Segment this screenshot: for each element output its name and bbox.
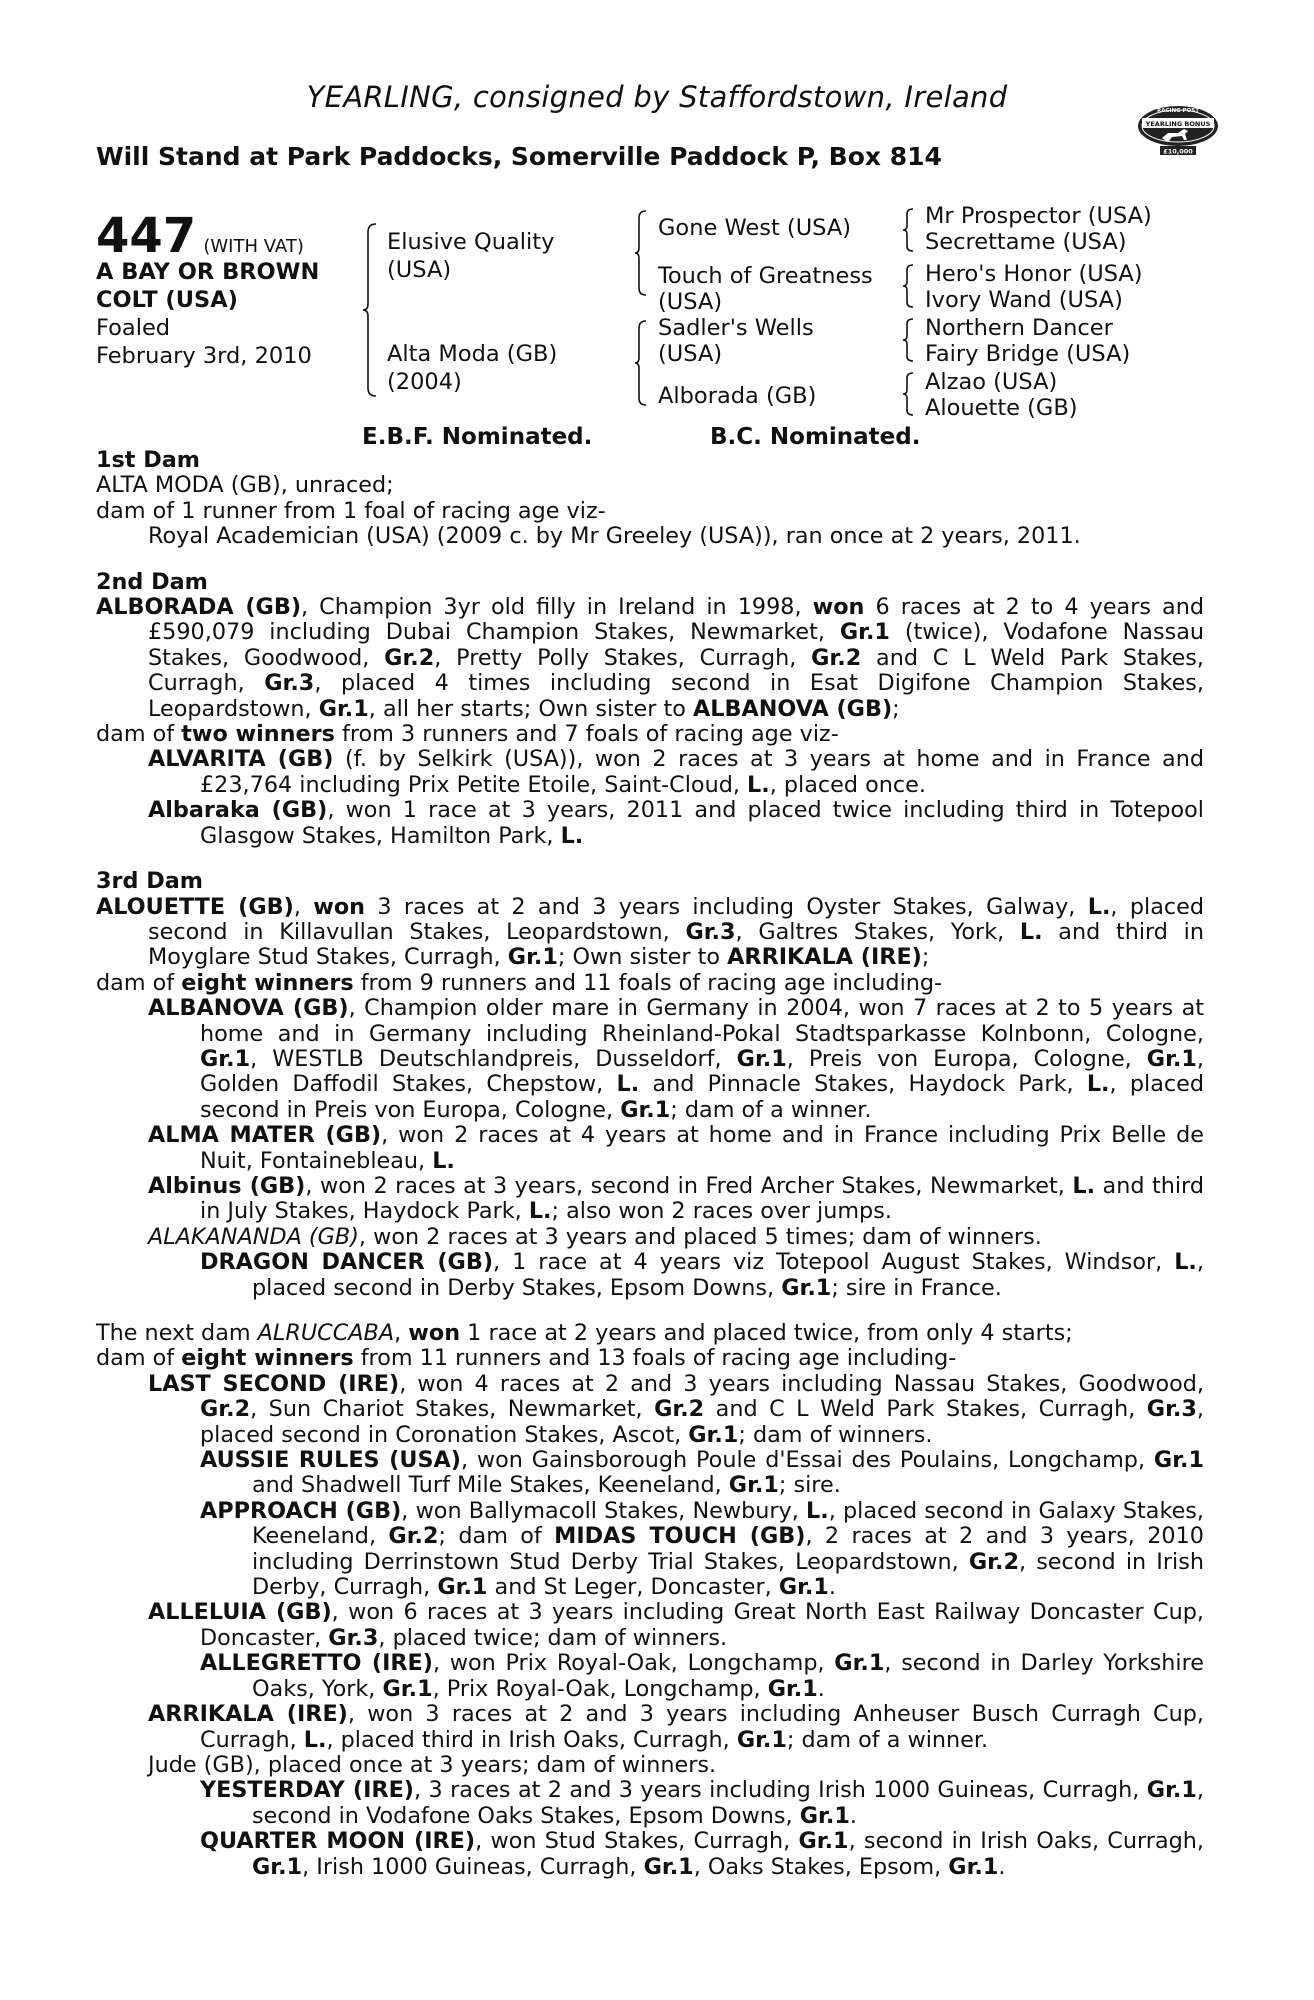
ebf-nominated: E.B.F. Nominated. (362, 424, 593, 450)
second-dam-produce-summary: dam of two winners from 3 runners and 7 foals of racing age viz- (96, 721, 839, 748)
dam-name: Alta Moda (GB) (387, 341, 558, 367)
stand-location: Will Stand at Park Paddocks, Somerville Paddock P, Box 814 (96, 142, 942, 171)
third-dam-produce-alma-mater: ALMA MATER (GB), won 2 races at 4 years at home and in France including Prix Belle de Nuit, Fontainebleau, L. (148, 1122, 1205, 1174)
pedigree-table (96, 200, 1226, 440)
dam-sire-2: (USA) (658, 341, 723, 367)
next-dam-produce-yesterday: YESTERDAY (IRE), 3 races at 2 and 3 years including Irish 1000 Guineas, Curragh, Gr.1, second in Vodafone Oaks Stakes, Epsom Downs, Gr.1. (200, 1777, 1204, 1829)
sire-country: (USA) (387, 257, 452, 283)
sire-sire-dam: Secrettame (USA) (925, 229, 1127, 255)
brace-dd (902, 370, 916, 418)
brace-ds (902, 316, 916, 364)
dam-dam-dam: Alouette (GB) (925, 395, 1078, 421)
first-dam-line1: ALTA MODA (GB), unraced; (96, 472, 394, 499)
brace-sd (902, 262, 916, 310)
badge-line1: RACING POST (1156, 108, 1200, 114)
consignment-line: YEARLING, consigned by Staffordstown, Ireland (306, 80, 1008, 114)
catalogue-text (96, 448, 1204, 1880)
dam-sire-1: Sadler's Wells (658, 315, 814, 341)
lot-description-2: COLT (USA) (96, 287, 238, 313)
next-dam-produce-jude: Jude (GB), placed once at 3 years; dam of winners. (148, 1751, 717, 1778)
foaled-label: Foaled (96, 315, 171, 341)
bc-nominated: B.C. Nominated. (710, 424, 921, 450)
dam-dam-sire: Alzao (USA) (925, 369, 1058, 395)
badge-line2: YEARLING BONUS (1145, 120, 1211, 128)
lot-description-1: A BAY OR BROWN (96, 259, 320, 285)
second-dam-record: ALBORADA (GB), Champion 3yr old filly in Ireland in 1998, won 6 races at 2 to 4 years and £590,079 including Dubai Champion Stakes, Newmarket, Gr.1 (twice), Vodafone Nassau Stakes, Goodwood, Gr.2, Pretty Polly Stakes, Curragh, Gr.2 and C L Weld Park Stakes, Curragh, Gr.3, placed 4 times including second in Esat Digifone Champion Stakes, Leopardstown, Gr.1, all her starts; Own sister to ALBANOVA (GB); (96, 594, 1205, 722)
lot-number: 447 (96, 208, 197, 264)
next-dam-produce-aussie-rules: AUSSIE RULES (USA), won Gainsborough Poule d'Essai des Poulains, Longchamp, Gr.1 and Shadwell Turf Mile Stakes, Keeneland, Gr.1; sire. (200, 1447, 1204, 1499)
second-dam-produce-alvarita: ALVARITA (GB) (f. by Selkirk (USA)), won 2 races at 3 years at home and in France and £23,764 including Prix Petite Etoile, Saint-Cloud, L., placed once. (148, 746, 1205, 798)
next-dam-produce-quarter-moon: QUARTER MOON (IRE), won Stud Stakes, Curragh, Gr.1, second in Irish Oaks, Curragh, Gr.1, Irish 1000 Guineas, Curragh, Gr.1, Oaks Stakes, Epsom, Gr.1. (200, 1828, 1204, 1880)
foaled-date: February 3rd, 2010 (96, 343, 312, 369)
third-dam-heading: 3rd Dam (96, 868, 204, 895)
sire-dam-dam: Ivory Wand (USA) (925, 287, 1123, 313)
sire-sire-sire: Mr Prospector (USA) (925, 203, 1152, 229)
first-dam-produce: Royal Academician (USA) (2009 c. by Mr Greeley (USA)), ran once at 2 years, 2011. (148, 523, 1081, 550)
sire-name: Elusive Quality (387, 229, 555, 255)
vat-label: (WITH VAT) (203, 236, 304, 257)
third-dam-produce-summary: dam of eight winners from 9 runners and 11 foals of racing age including- (96, 969, 943, 996)
next-dam-produce-last-second: LAST SECOND (IRE), won 4 races at 2 and 3 years including Nassau Stakes, Goodwood, Gr.2, Sun Chariot Stakes, Newmarket, Gr.2 and C L Weld Park Stakes, Curragh, Gr.3, placed second in Coronation Stakes, Ascot, Gr.1; dam of winners. (148, 1370, 1204, 1448)
pedigree-brace-main (362, 220, 380, 400)
next-dam-produce-allegretto: ALLEGRETTO (IRE), won Prix Royal-Oak, Longchamp, Gr.1, second in Darley Yorkshire Oaks, York, Gr.1, Prix Royal-Oak, Longchamp, Gr.1. (200, 1650, 1204, 1702)
first-dam-line2: dam of 1 runner from 1 foal of racing age viz- (96, 497, 606, 524)
dam-sire-dam: Fairy Bridge (USA) (925, 341, 1131, 367)
dam-dam: Alborada (GB) (658, 383, 817, 409)
sire-sire: Gone West (USA) (658, 215, 852, 241)
second-dam-produce-albaraka: Albaraka (GB), won 1 race at 3 years, 2011 and placed twice including third in Totepool Glasgow Stakes, Hamilton Park, L. (148, 797, 1204, 849)
third-dam-record: ALOUETTE (GB), won 3 races at 2 and 3 years including Oyster Stakes, Galway, L., placed second in Killavullan Stakes, Leopardstown, Gr.3, Galtres Stakes, York, L. and third in Moyglare Stud Stakes, Curragh, Gr.1; Own sister to ARRIKALA (IRE); (96, 893, 1204, 971)
dam-sire-sire: Northern Dancer (925, 315, 1113, 341)
sire-dam-sire: Hero's Honor (USA) (925, 261, 1143, 287)
dam-year: (2004) (387, 369, 462, 395)
next-dam-produce-summary: dam of eight winners from 11 runners and 13 foals of racing age including- (96, 1345, 957, 1372)
yearling-bonus-badge-icon (1136, 98, 1220, 156)
next-dam-record: The next dam ALRUCCABA, won 1 race at 2 years and placed twice, from only 4 starts; (96, 1320, 1073, 1346)
third-dam-produce-alakananda: ALAKANANDA (GB), won 2 races at 3 years and placed 5 times; dam of winners. (148, 1223, 1042, 1250)
sire-dam-2: (USA) (658, 289, 723, 315)
first-dam-heading: 1st Dam (96, 447, 200, 473)
pedigree-brace-sire (634, 208, 650, 298)
next-dam-produce-alleluia: ALLELUIA (GB), won 6 races at 3 years including Great North East Railway Doncaster Cup, Doncaster, Gr.3, placed twice; dam of winners. (148, 1599, 1204, 1651)
third-dam-produce-albanova: ALBANOVA (GB), Champion older mare in Germany in 2004, won 7 races at 2 to 5 years at home and in Germany including Rheinland-Pokal Stadtsparkasse Kolnbonn, Cologne, Gr.1, WESTLB Deutschlandpreis, Dusseldorf, Gr.1, Preis von Europa, Cologne, Gr.1, Golden Daffodil Stakes, Chepstow, L. and Pinnacle Stakes, Haydock Park, L., placed second in Preis von Europa, Cologne, Gr.1; dam of a winner. (148, 995, 1205, 1123)
third-dam-produce-albinus: Albinus (GB), won 2 races at 3 years, second in Fred Archer Stakes, Newmarket, L. and third in July Stakes, Haydock Park, L.; also won 2 races over jumps. (148, 1172, 1204, 1225)
badge-line3: £10,000 (1163, 147, 1193, 156)
second-dam-heading: 2nd Dam (96, 568, 208, 595)
next-dam-produce-approach: APPROACH (GB), won Ballymacoll Stakes, Newbury, L., placed second in Galaxy Stakes, Keeneland, Gr.2; dam of MIDAS TOUCH (GB), 2 races at 2 and 3 years, 2010 including Derrinstown Stud Derby Trial Stakes, Leopardstown, Gr.2, second in Irish Derby, Curragh, Gr.1 and St Leger, Doncaster, Gr.1. (200, 1497, 1205, 1601)
brace-ss (902, 206, 916, 254)
third-dam-produce-dragon-dancer: DRAGON DANCER (GB), 1 race at 4 years viz Totepool August Stakes, Windsor, L., placed second in Derby Stakes, Epsom Downs, Gr.1; sire in France. (200, 1249, 1204, 1301)
pedigree-brace-dam (634, 318, 650, 408)
lot-number-row (96, 208, 304, 264)
sire-dam-1: Touch of Greatness (658, 263, 873, 289)
next-dam-produce-arrikala: ARRIKALA (IRE), won 3 races at 2 and 3 years including Anheuser Busch Curragh Cup, Curragh, L., placed third in Irish Oaks, Curragh, Gr.1; dam of a winner. (148, 1701, 1204, 1753)
